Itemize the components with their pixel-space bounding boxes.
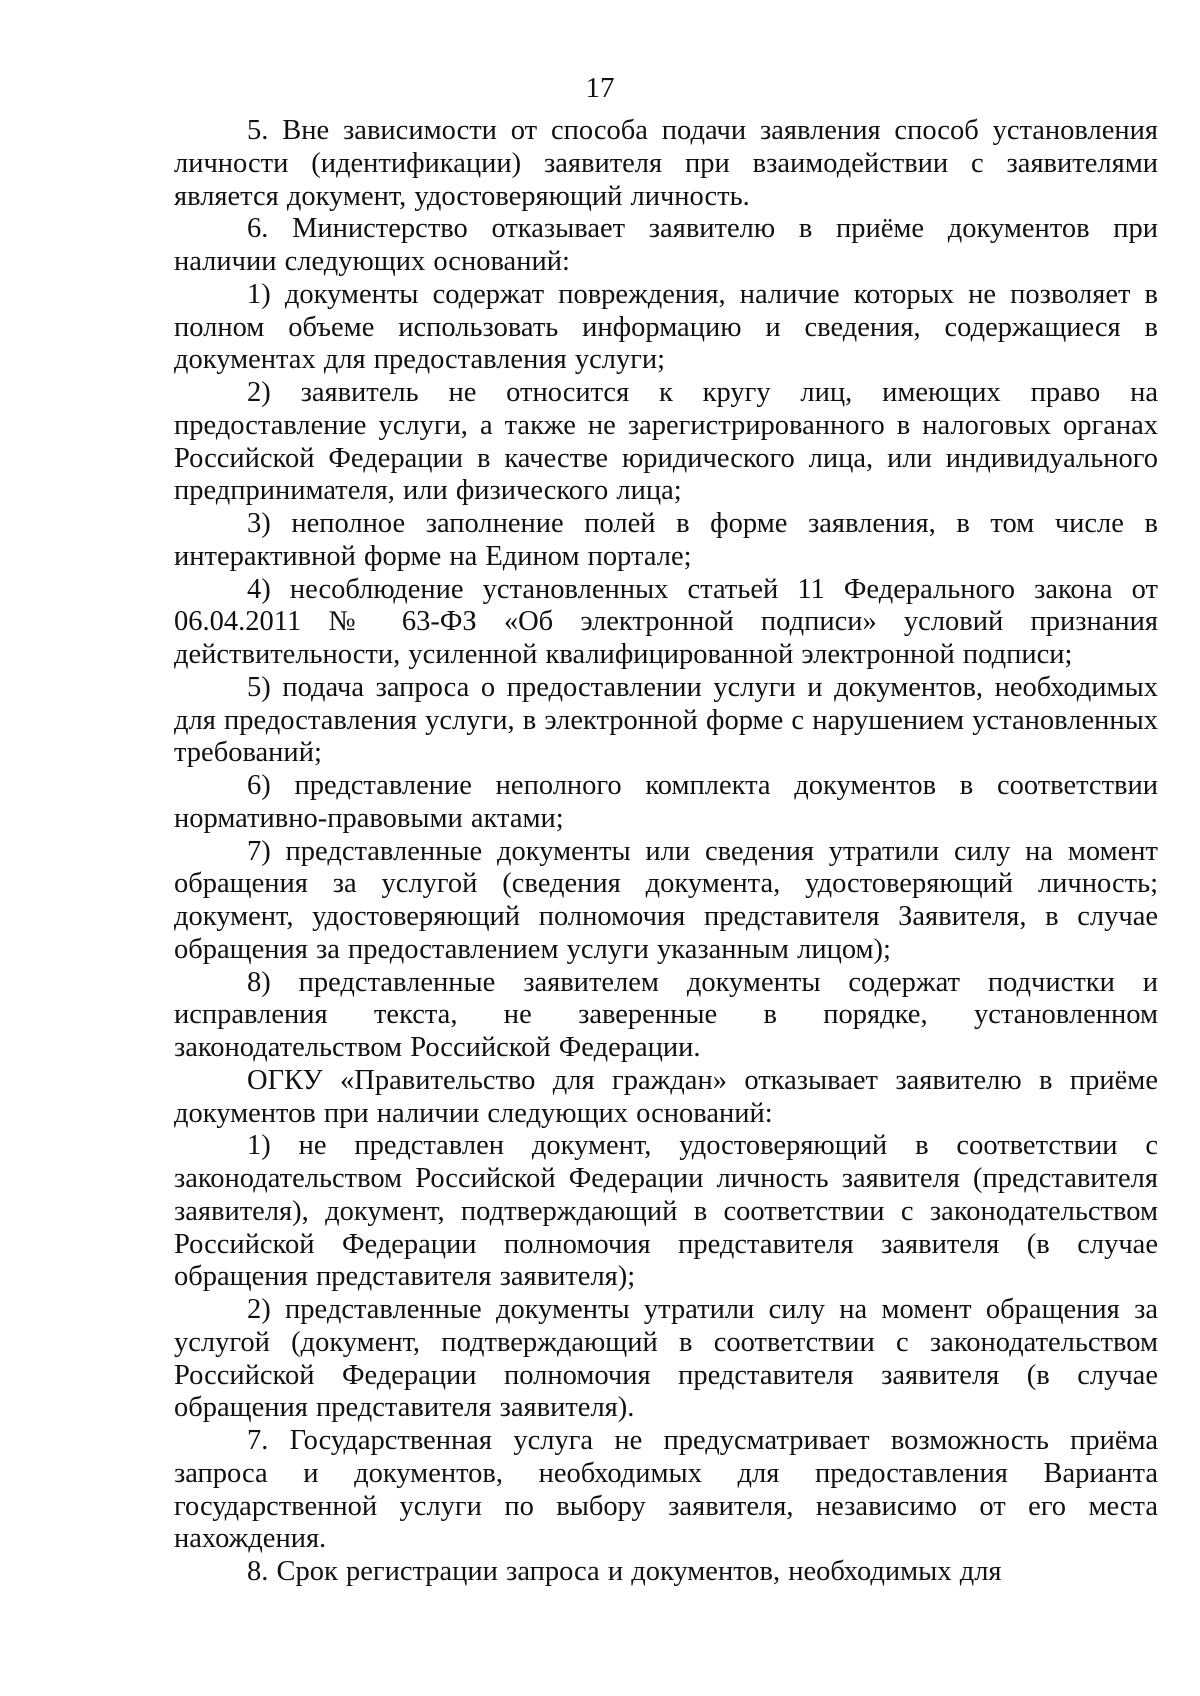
page-number: 17 bbox=[585, 72, 615, 104]
paragraph-ogku-refusal-grounds: ОГКУ «Правительство для граждан» отказывает заявителю в приёме документов при наличии следующих оснований: bbox=[174, 1064, 1158, 1129]
paragraph-ministry-refusal-grounds: 6. Министерство отказывает заявителю в приёме документов при наличии следующих оснований: bbox=[174, 213, 1158, 277]
list-item-ministry-3: 3) неполное заполнение полей в форме заявления, в том числе в интерактивной форме на Едином портале; bbox=[174, 508, 1158, 572]
list-item-ministry-7: 7) представленные документы или сведения утратили силу на момент обращения за услугой (сведения документа, удостоверяющий личность; документ, удостоверяющий полномочия представителя Заявителя, в случае обращения за предоставлением услуги указанным лицом); bbox=[174, 835, 1158, 965]
paragraph-identification-method: 5. Вне зависимости от способа подачи заявления способ установления личности (идентификации) заявителя при взаимодействии с заявителями является документ, удостоверяющий личность. bbox=[174, 115, 1158, 212]
list-item-ministry-1: 1) документы содержат повреждения, наличие которых не позволяет в полном объеме использовать информацию и сведения, содержащиеся в документах для предоставления услуги; bbox=[174, 278, 1158, 376]
list-item-ministry-6: 6) представление неполного комплекта документов в соответствии нормативно-правовыми актами; bbox=[174, 770, 1158, 834]
list-item-ministry-5: 5) подача запроса о предоставлении услуги и документов, необходимых для предоставления услуги, в электронной форме с нарушением установленных требований; bbox=[174, 671, 1158, 769]
list-item-ministry-8: 8) представленные заявителем документы содержат подчистки и исправления текста, не заверенные в порядке, установленном законодательством Российской Федерации. bbox=[174, 966, 1158, 1063]
list-item-ogku-1: 1) не представлен документ, удостоверяющий в соответствии с законодательством Российской Федерации личность заявителя (представителя заявителя), документ, подтверждающий в соответствии с законодательством Российской Федерации полномочия представителя заявителя (в случае обращения представителя заявителя); bbox=[174, 1130, 1158, 1293]
document-body bbox=[174, 115, 1158, 1589]
list-item-ministry-4: 4) несоблюдение установленных статьей 11 Федерального закона от 06.04.2011 № 63-ФЗ «Об электронной подписи» условий признания действительности, усиленной квалифицированной электронной подписи; bbox=[174, 573, 1158, 670]
paragraph-no-extraterritorial-submission: 7. Государственная услуга не предусматривает возможность приёма запроса и документов, необходимых для предоставления Варианта государственной услуги по выбору заявителя, независимо от его места нахождения. bbox=[174, 1425, 1158, 1555]
list-item-ministry-2: 2) заявитель не относится к кругу лиц, имеющих право на предоставление услуги, а также не зарегистрированного в налоговых органах Российской Федерации в качестве юридического лица, или индивидуального предпринимателя, или физического лица; bbox=[174, 377, 1158, 507]
paragraph-registration-term: 8. Срок регистрации запроса и документов, необходимых для bbox=[247, 1556, 1002, 1587]
list-item-ogku-2: 2) представленные документы утратили силу на момент обращения за услугой (документ, подтверждающий в соответствии с законодательством Российской Федерации полномочия представителя заявителя (в случае обращения представителя заявителя). bbox=[174, 1294, 1158, 1424]
